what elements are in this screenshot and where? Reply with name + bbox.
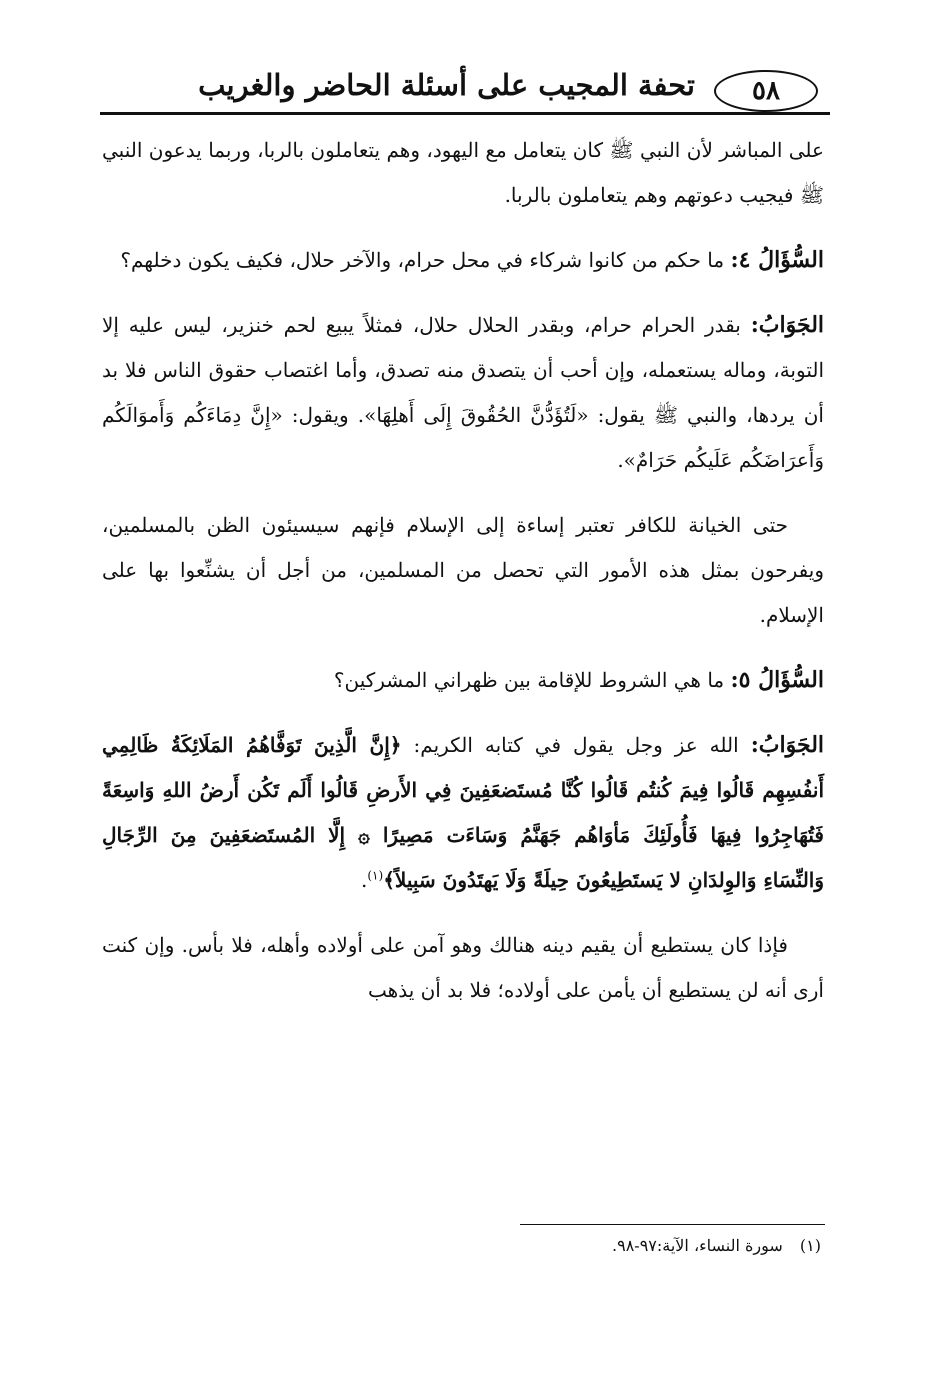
answer-label: الجَوَابُ: xyxy=(750,732,825,758)
answer-label: الجَوَابُ: xyxy=(750,312,825,338)
paragraph-final: فإذا كان يستطيع أن يقيم دينه هنالك وهو آمن على أولاده وأهله، فلا بأس. وإن كنت أرى أنه لن يستطيع أن يأمن على أولاده؛ فلا بد أن يذهب xyxy=(102,933,824,1002)
question-label: السُّؤَالُ ٤: xyxy=(730,247,824,273)
header-rule xyxy=(100,112,830,115)
footnote-rule xyxy=(520,1224,825,1225)
sentence-end: . xyxy=(361,868,368,892)
paragraph-intro: على المباشر لأن النبي ﷺ كان يتعامل مع اليهود، وهم يتعاملون بالربا، وربما يدعون النبي ﷺ فيجيب دعوتهم وهم يتعاملون بالربا. xyxy=(102,138,824,207)
page-body xyxy=(102,128,824,1033)
question-5 xyxy=(102,658,824,703)
footnote-reference: (١) xyxy=(367,868,384,883)
answer-4 xyxy=(102,303,824,483)
page-number: ٥٨ xyxy=(714,70,818,112)
footnote xyxy=(612,1236,821,1255)
question-text: ما هي الشروط للإقامة بين ظهراني المشركين؟ xyxy=(333,668,725,692)
question-4 xyxy=(102,238,824,283)
question-text: ما حكم من كانوا شركاء في محل حرام، والآخر حلال، فكيف يكون دخلهم؟ xyxy=(120,248,725,272)
footnote-number: (١) xyxy=(799,1236,821,1255)
quran-verse: ﴿إِنَّ الَّذِينَ تَوَفَّاهُمُ المَلَائِكَةُ ظَالِمِي أَنفُسِهِم قَالُوا فِيمَ كُنتُم قَالُوا كُنَّا مُستَضعَفِينَ فِي الأَرضِ قَالُوا أَلَم تَكُن أَرضُ اللهِ وَاسِعَةً فَتُهَاجِرُوا فِيهَا فَأُولَئِكَ مَأوَاهُم جَهَنَّمُ وَسَاءَت مَصِيرًا ۞ إِلَّا المُستَضعَفِينَ مِنَ الرِّجَالِ وَالنِّسَاءِ وَالوِلدَانِ لا يَستَطِيعُونَ حِيلَةً وَلَا يَهتَدُونَ سَبِيلاً﴾ xyxy=(102,733,824,892)
answer-intro: الله عز وجل يقول في كتابه الكريم: xyxy=(413,733,739,757)
paragraph-betrayal: حتى الخيانة للكافر تعتبر إساءة إلى الإسلام فإنهم سيسيئون الظن بالمسلمين، ويفرحون بمثل هذه الأمور التي تحصل من المسلمين، من أجل أن يشنِّعوا بها على الإسلام. xyxy=(102,513,824,627)
running-title: تحفة المجيب على أسئلة الحاضر والغريب xyxy=(198,68,695,102)
answer-5 xyxy=(102,723,824,903)
answer-text: بقدر الحرام حرام، وبقدر الحلال حلال، فمثلاً يبيع لحم خنزير، ليس عليه إلا التوبة، وماله يستعمله، وإن أحب أن يتصدق منه تصدق، وأما اغتصاب حقوق الناس فلا بد أن يردها، والنبي ﷺ يقول: «لَتُؤَدُّنَّ الحُقُوقَ إِلَى أَهلِهَا». ويقول: «إِنَّ دِمَاءَكُم وَأَموَالَكُم وَأَعرَاضَكُم عَلَيكُم حَرَامٌ». xyxy=(102,313,824,472)
footnote-text: سورة النساء، الآية:٩٧-٩٨. xyxy=(612,1236,783,1255)
question-label: السُّؤَالُ ٥: xyxy=(730,667,824,693)
